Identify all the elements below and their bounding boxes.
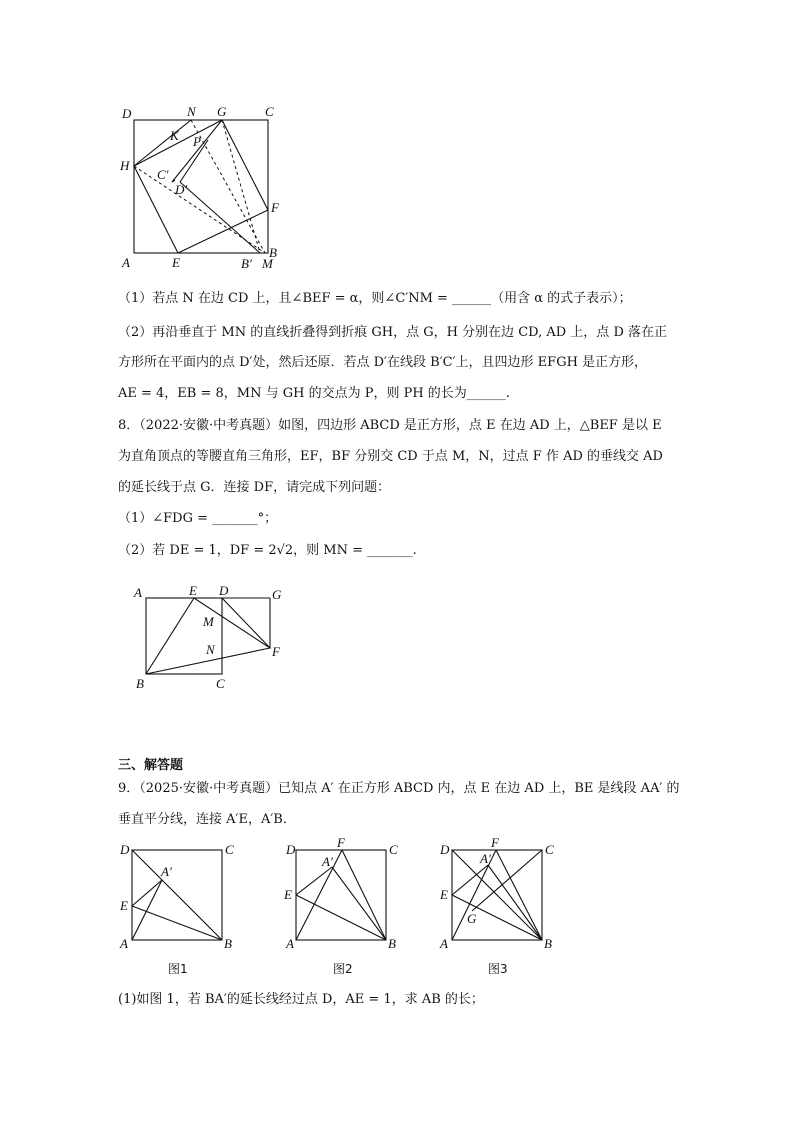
q7-label-n: N: [187, 104, 196, 119]
q8-label-d: D: [219, 583, 229, 598]
q9f2-label-e: E: [284, 887, 292, 902]
q9-figure-1: [118, 840, 243, 955]
q7-dash-hm: [134, 166, 265, 253]
q9-figure-3: [436, 835, 566, 955]
q7-label-d: D: [122, 106, 132, 121]
q7-label-m: M: [262, 256, 273, 271]
q8-triangle-bef: [146, 598, 270, 674]
q9f3-label-ap: A′: [480, 851, 491, 866]
q9f1-label-a: A: [120, 936, 128, 951]
q8-line1: 8．（2022·安徽·中考真题）如图，四边形 ABCD 是正方形，点 E 在边 AD 上，△BEF 是以 E: [118, 418, 662, 433]
q9-caption-3: 图3: [488, 962, 508, 976]
q9f2-label-ap: A′: [322, 854, 333, 869]
q9f3-label-c: C: [545, 842, 554, 857]
q8-part2: （2）若 DE = 1，DF = 2√2，则 MN = _______.: [118, 543, 417, 558]
q7-line-dpbp: [180, 182, 260, 253]
q8-part1: （1）∠FDG = _______°；: [118, 511, 278, 526]
q7-part2-line2: 方形所在平面内的点 D′处，然后还原．若点 D′在线段 B′C′上，且四边形 EFGH 是正方形，: [118, 355, 648, 370]
q9-line2: 垂直平分线，连接 A′E，A′B．: [118, 812, 296, 827]
q9f1-label-e: E: [120, 898, 128, 913]
q8-label-c: C: [216, 676, 225, 691]
q7-label-h: H: [120, 158, 130, 173]
q7-label-dp: D′: [175, 182, 188, 197]
q9-caption-1: 图1: [168, 962, 188, 976]
q8-figure: [128, 582, 293, 692]
q7-label-c: C: [265, 104, 274, 119]
q9f3-label-d: D: [440, 842, 450, 857]
q8-label-a: A: [134, 585, 142, 600]
q8-label-g: G: [272, 587, 282, 602]
q7-part2-line3: AE = 4，EB = 8，MN 与 GH 的交点为 P，则 PH 的长为______.: [118, 386, 510, 401]
q8-line2: 为直角顶点的等腰直角三角形，EF，BF 分别交 CD 于点 M，N，过点 F 作 AD 的垂线交 AD: [118, 449, 663, 464]
q9f3-label-b: B: [544, 936, 552, 951]
q8-line-df: [222, 598, 270, 648]
q7-label-bp: B′: [241, 256, 252, 271]
q7-part1: （1）若点 N 在边 CD 上，且∠BEF = α，则∠C′NM = ______（用含 α 的式子表示）；: [118, 291, 632, 306]
q7-dash-gb: [222, 120, 260, 253]
q7-square-abcd: [134, 120, 268, 253]
q7-figure: [110, 100, 290, 275]
q9-line1: 9．（2025·安徽·中考真题）已知点 A′ 在正方形 ABCD 内，点 E 在边 AD 上，BE 是线段 AA′ 的: [118, 781, 680, 796]
q7-label-e: E: [172, 255, 180, 270]
q8-label-f: F: [272, 644, 280, 659]
q9f1-label-d: D: [120, 842, 130, 857]
q9f2-label-f: F: [337, 835, 345, 850]
q8-line3: 的延长线于点 G．连接 DF，请完成下列问题：: [118, 480, 391, 495]
q9f3-label-a: A: [440, 936, 448, 951]
q8-label-e: E: [189, 583, 197, 598]
q8-label-b: B: [136, 676, 144, 691]
q9f3-label-f: F: [491, 835, 499, 850]
q9f1-label-c: C: [225, 842, 234, 857]
q9f2-label-a: A: [286, 936, 294, 951]
q8-label-n: N: [206, 642, 215, 657]
q7-label-g: G: [217, 104, 227, 119]
section-title: 三、解答题: [118, 758, 184, 773]
q9-figure-2: [282, 835, 407, 955]
q9-part1: (1)如图 1，若 BA′的延长线经过点 D，AE = 1，求 AB 的长；: [118, 992, 484, 1007]
q8-label-m: M: [203, 614, 214, 629]
q7-quad-efgh: [134, 120, 268, 253]
q7-part2-line1: （2）再沿垂直于 MN 的直线折叠得到折痕 GH，点 G，H 分别在边 CD, AD 上，点 D 落在正: [118, 325, 667, 340]
q9f3-label-g: G: [467, 911, 477, 926]
q9f2-label-b: B: [388, 936, 396, 951]
q9f2-label-d: D: [286, 842, 296, 857]
q7-label-cp: C′: [157, 167, 169, 182]
q9-caption-2: 图2: [333, 962, 353, 976]
q9f1-label-ap: A′: [161, 864, 172, 879]
q7-label-b: B: [269, 245, 277, 260]
q7-label-a: A: [122, 255, 130, 270]
q7-label-k: K: [170, 128, 179, 143]
q7-label-p: P: [193, 134, 201, 149]
q9f3-label-e: E: [440, 887, 448, 902]
q7-label-f: F: [271, 200, 279, 215]
q7-line-hn: [134, 120, 191, 166]
q9f1-label-b: B: [224, 936, 232, 951]
q9f2-label-c: C: [389, 842, 398, 857]
